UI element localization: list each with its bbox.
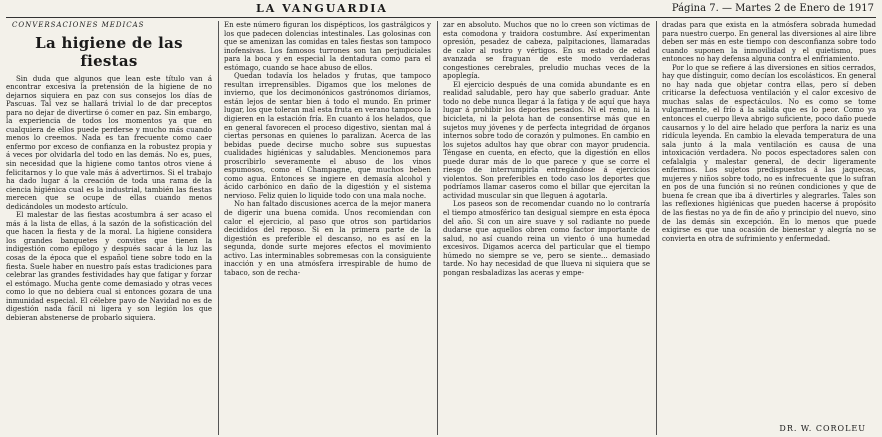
paragraph: El malestar de las fiestas acostumbra á ser acaso el más á la lista de ellas, á la sazón de la sofisticación del que hacen la fiesta y de la moral. La higiene considera los grandes banquetes y convites que tienen la indigestión como epílogo y después sacar á la luz las cosas de la época que el español tiene sobre todo en la fiesta. Suele haber en nuestro país estas tradiciones para celebrar las grandes festividades hay que fatigar y forzar el estómago. Mucha gente come demasiado y otras veces como lo que no debiera cual si entonces gozara de una inmunidad especial. El célebre pavo de Navidad no es de digestión nada fácil ni ligera y son legión los que debieran abstenerse de probarlo siquiera. <box>6 211 212 322</box>
article-column-1 <box>6 21 212 435</box>
paragraph: El ejercicio después de una comida abundante es en realidad saludable, pero hay que saberlo graduar. Ante todo no debe nunca llegar á la fatiga y de aquí que haya lugar á prohibir los deportes pesados. Ni el remo, ni la bicicleta, ni la pelota han de consentirse más que en sujetos muy jóvenes y de perfecta integridad de órganos internos sobre todo de corazón y pulmones. En cambio en los sujetos adultos hay que obrar con mayor prudencia. Téngase en cuenta, en efecto, que la digestión en ellos puede durar más de lo que parece y que se corre el riesgo de interrumpirla entregándose á ejercicios violentos. Son preferibles en todo caso los deportes que podríamos llamar caseros como el billar que ejercitan la actividad muscular sin que lleguen á agotarla. <box>443 80 650 200</box>
paragraph: Sin duda que algunos que lean este título van á encontrar excesiva la pretensión de la higiene de no dejarnos siquiera en paz con sus consejos los días de Pascuas. Tal vez se hallará trivial lo de dar preceptos para no dejar de divertirse ó comer en paz. Sin embargo, la experiencia de todos los momentos ya que en cualquiera de ellos puede perderse y mucho más cuando menos lo creemos. Nada es tan frecuente como caer enfermo por exceso de confianza en la robustez propia y á veces por olvidarla del todo en las demás. No es, pues, sin necesidad que la higiene como tantos otros viene á felicitarnos y lo que vale más á advertirnos. Si el trabajo ha dado lugar á la creación de toda una rama de la ciencia higiénica cual es la industrial, también las fiestas merecen que se ocupe de ellas cuando menos dedicándoles un modesto artículo. <box>6 74 212 211</box>
newspaper-name: LA VANGUARDIA <box>256 2 388 15</box>
paragraph: Los paseos son de recomendar cuando no lo contraría el tiempo atmosférico tan desigual siempre en esta época del año. Si con un aire suave y sol radiante no puede dudarse que aquellos obren como factor importante de salud, no así cuando reina un viento ó una humedad excesivos. Digamos acerca del particular que el tiempo húmedo no siempre se ve, pero se siente... demasiado tarde. No hay necesidad de que llueva ni siquiera que se pongan resbaladizas las aceras y empe- <box>443 200 650 277</box>
paragraph: zar en absoluto. Muchos que no lo creen son víctimas de esta comodona y traidora costumbre. Así experimentan opresión, pesadez de cabeza, palpitaciones, llamaradas de calor al rostro y vértigos. En su estado de edad avanzada se fraguan de este modo verdaderas congestiones cerebrales, preludio muchas veces de la apoplegía. <box>443 21 650 81</box>
article-column-4 <box>662 21 876 421</box>
column-divider <box>437 21 438 435</box>
article-title: La higiene de las fiestas <box>35 33 183 70</box>
column-divider <box>218 21 219 435</box>
paragraph: En este número figuran los dispépticos, los gastrálgicos y los que padecen dolencias intestinales. Las golosinas con que se amenizan las comidas en tales fiestas son tampoco inofensivas. Los famosos turrones son tan perjudiciales para la boca y en especial la dentadura como para el estómago, cuando se hace abuso de ellos. <box>224 21 431 72</box>
column-divider <box>656 21 657 435</box>
author-signature: DR. W. COROLEU <box>779 424 866 433</box>
paragraph: No han faltado discusiones acerca de la mejor manera de digerir una buena comida. Unos recomiendan con calor el ejercicio, al paso que otros son partidarios decididos del reposo. Si en la primera parte de la digestión es preferible el descanso, no es así en la segunda, donde surte mejores efectos el movimiento activo. Las interminables sobremesas con la consiguiente inacción y en una atmósfera irrespirable de humo de tabaco, son de recha- <box>224 200 431 277</box>
paragraph: Quedan todavía los helados y frutas, que tampoco resultan irreprensibles. Digamos que los melones de invierno, que los decimonónicos gastrónomos diríamos, están lejos de sentar bien á todo el mundo. En primer lugar, los que toleran mal esta fruta en verano tampoco la digieren en la estación fría. En cuanto á los helados, que en general favorecen el proceso digestivo, sientan mal á ciertas personas en quienes lo paralizan. Acerca de las bebidas puede decirse mucho sobre sus supuestas cualidades higiénicas y saludables. Mencionemos para proscribirlo severamente el abuso de los vinos espumosos, como el Champagne, que muchos beben como agua. Entonces se ingiere en demasía alcohol y ácido carbónico en daño de la digestión y el sistema nervioso. Feliz quien lo liquide todo con una mala noche. <box>224 72 431 200</box>
paragraph: Por lo que se refiere á las diversiones en sitios cerrados, hay que distinguir, como decían los escolásticos. En general no hay nada que objetar contra ellas, pero sí deben criticarse la defectuosa ventilación y el calor excesivo de muchas salas de espectáculos. No es como se tome vulgarmente, el frío á la salida que es lo peor. Como ya entonces el cuerpo lleva abrigo suficiente, poco daño puede causarnos y lo del aire helado que perfora la nariz es una ridícula leyenda. En cambio la elevada temperatura de una sala junto á la mala ventilación es causa de una intoxicación verdadera. No pocos espectadores salen con cefalalgia y malestar general, de decir ligeramente enfermos. Los sujetos predispuestos á las jaquecas, mujeres y niños sobre todo, no es infrecuente que lo sufran en pos de una función si no reúnen condiciones y que de buena fe crean que iba á divertirles y alegrarles. Tales son las reflexiones higiénicas que pueden hacerse á propósito de las fiestas no ya de fin de año y principio del nuevo, sino de las demás sin excepción. En lo menos que puede exigirse es que una ocasión de bienestar y alegría no se convierta en otra de sufrimiento y enfermedad. <box>662 63 876 243</box>
article-column-2 <box>224 21 431 435</box>
article-body <box>6 21 876 435</box>
paragraph: dradas para que exista en la atmósfera sobrada humedad para nuestro cuerpo. En general las diversiones al aire libre deben ser más en este tiempo con desconfianza sobre todo cuando suponen la inmovilidad y el quietismo, pues entonces no hay defensa alguna contra el enfriamiento. <box>662 21 876 64</box>
article-column-3 <box>443 21 650 435</box>
section-heading: CONVERSACIONES MÉDICAS <box>12 21 145 29</box>
page-date: Página 7. — Martes 2 de Enero de 1917 <box>671 3 874 14</box>
masthead <box>6 0 876 18</box>
